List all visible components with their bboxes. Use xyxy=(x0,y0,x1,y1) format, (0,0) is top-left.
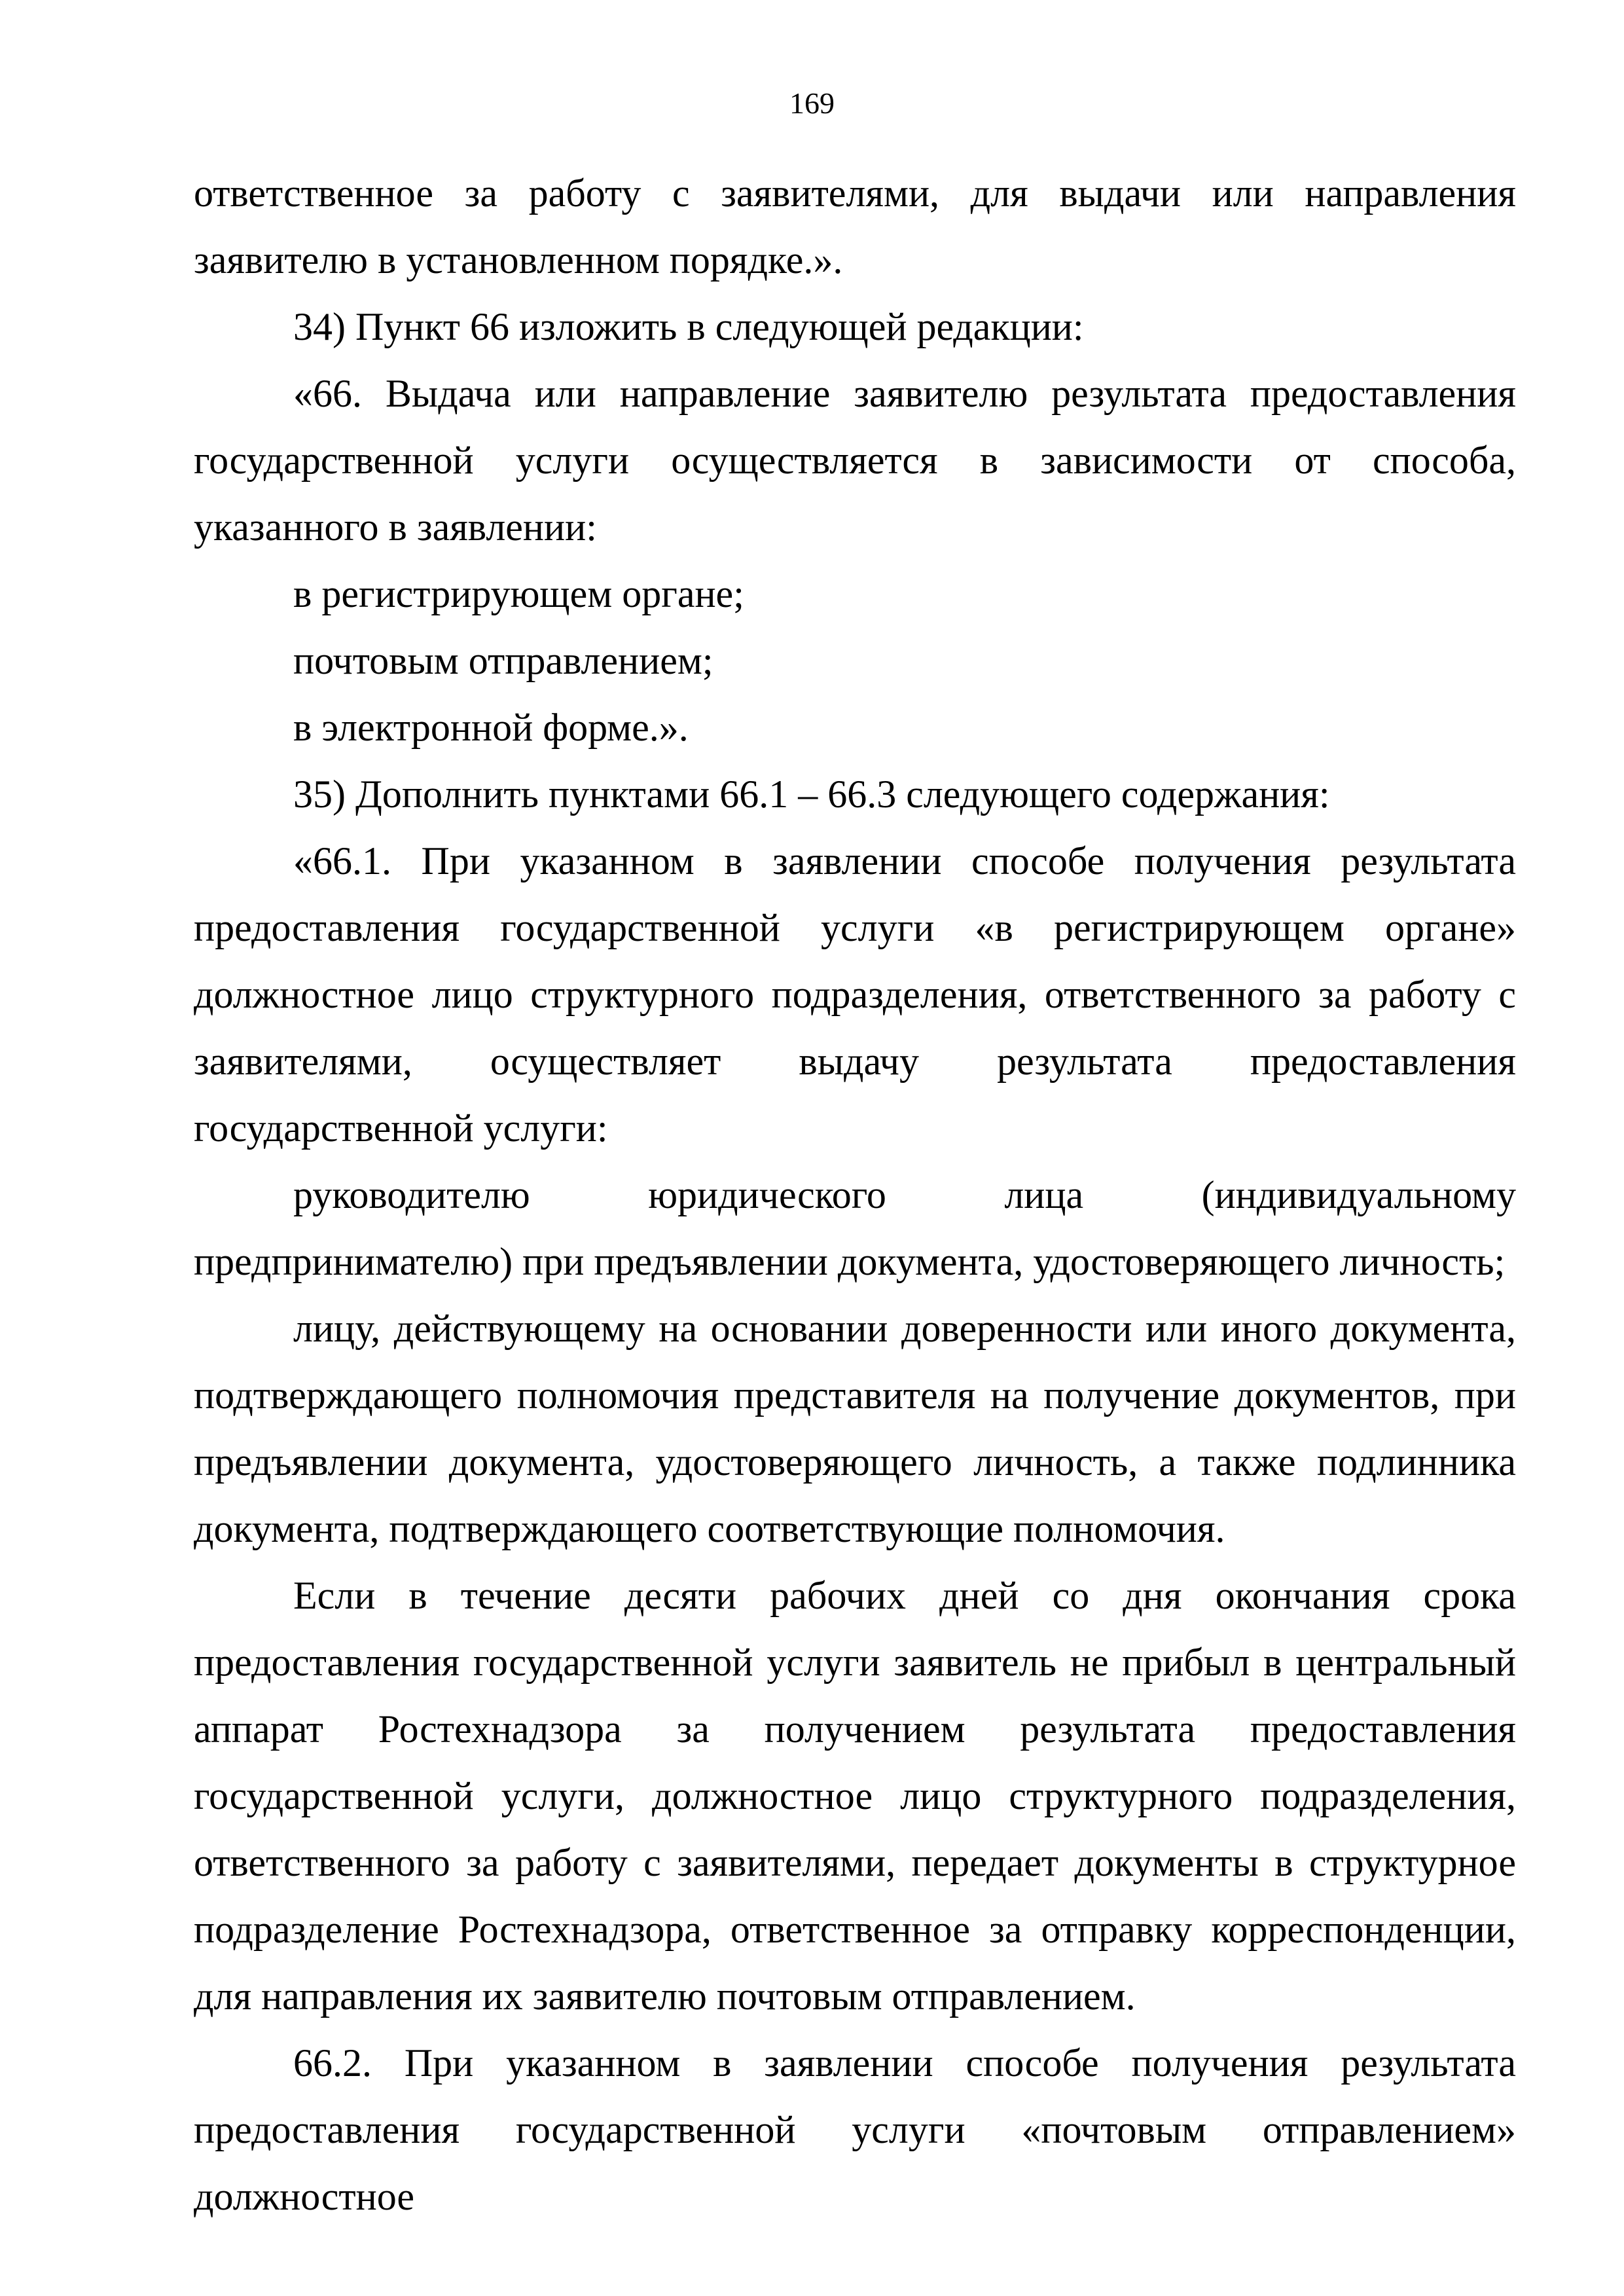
paragraph-item-34: 34) Пункт 66 изложить в следующей редакции: xyxy=(293,305,1084,348)
paragraph-option-registry: в регистрирующем органе; xyxy=(293,572,744,615)
page-number: 169 xyxy=(789,86,835,120)
paragraph-continuation: ответственное за работу с заявителями, для выдачи или направления заявителю в установленном порядке.». xyxy=(194,172,1516,282)
paragraph-recipient-proxy: лицу, действующему на основании доверенности или иного документа, подтверждающего полномочия представителя на получение документов, при предъявлении документа, удостоверяющего личность, а также подлинника документа, подтверждающего соответствующие полномочия. xyxy=(194,1307,1516,1550)
paragraph-no-show: Если в течение десяти рабочих дней со дня окончания срока предоставления государственной услуги заявитель не прибыл в центральный аппарат Ростехнадзора за получением результата предоставления государственной услуги, должностное лицо структурного подразделения, ответственного за работу с заявителями, передает документы в структурное подразделение Ростехнадзора, ответственное за отправку корреспонденции, для направления их заявителю почтовым отправлением. xyxy=(194,1574,1516,2018)
paragraph-recipient-head: руководителю юридического лица (индивидуальному предпринимателю) при предъявлении документа, удостоверяющего личность; xyxy=(194,1173,1516,1283)
paragraph-option-mail: почтовым отправлением; xyxy=(293,639,713,682)
paragraph-option-electronic: в электронной форме.». xyxy=(293,706,689,749)
document-body xyxy=(194,160,1516,2230)
paragraph-item-35: 35) Дополнить пунктами 66.1 – 66.3 следующего содержания: xyxy=(293,773,1330,816)
paragraph-clause-66: «66. Выдача или направление заявителю результата предоставления государственной услуги осуществляется в зависимости от способа, указанного в заявлении: xyxy=(194,372,1516,549)
paragraph-clause-66-2: 66.2. При указанном в заявлении способе получения результата предоставления государственной услуги «почтовым отправлением» должностное xyxy=(194,2041,1516,2218)
paragraph-clause-66-1: «66.1. При указанном в заявлении способе получения результата предоставления государственной услуги «в регистрирующем органе» должностное лицо структурного подразделения, ответственного за работу с заявителями, осуществляет выдачу результата предоставления государственной услуги: xyxy=(194,839,1516,1150)
